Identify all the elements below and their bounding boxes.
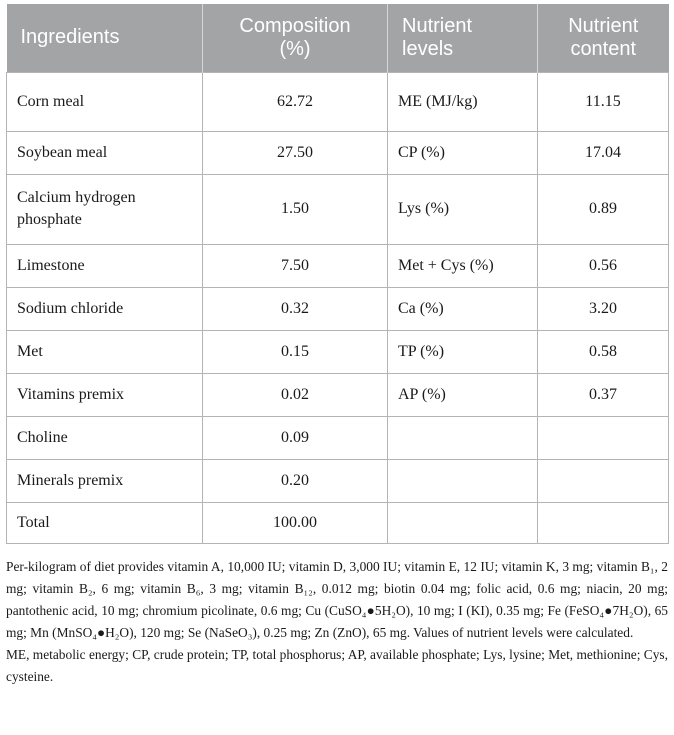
nutrient-content-cell: 0.58 <box>538 330 669 373</box>
table-row <box>7 416 669 459</box>
nutrient-cell: Ca (%) <box>388 287 538 330</box>
header-composition <box>203 4 388 72</box>
ingredient-cell: Vitamins premix <box>7 373 203 416</box>
nutrient-content-cell: 3.20 <box>538 287 669 330</box>
header-ingredients <box>7 4 203 72</box>
header-nutrient-content-line2: content <box>570 37 637 60</box>
nutrient-cell: Met + Cys (%) <box>388 244 538 287</box>
ingredient-cell: Total <box>7 502 203 543</box>
header-nutrient-levels <box>388 4 538 72</box>
header-nutrient-content-line1: Nutrient <box>568 14 639 37</box>
ingredient-cell: Choline <box>7 416 203 459</box>
table-body <box>7 72 669 543</box>
nutrient-content-cell <box>538 416 669 459</box>
composition-cell: 0.09 <box>203 416 388 459</box>
nutrient-content-cell <box>538 502 669 543</box>
ingredient-cell: Soybean meal <box>7 131 203 174</box>
diet-composition-table-container <box>6 4 668 688</box>
nutrient-cell <box>388 416 538 459</box>
ingredient-line2: phosphate <box>17 211 82 228</box>
table-row-total <box>7 502 669 543</box>
header-nutrient-levels-line1: Nutrient <box>402 14 473 37</box>
nutrient-content-cell: 11.15 <box>538 72 669 131</box>
diet-composition-table <box>6 4 669 544</box>
ingredient-cell: Corn meal <box>7 72 203 131</box>
header-nutrient-content <box>538 4 669 72</box>
table-row <box>7 244 669 287</box>
nutrient-cell <box>388 502 538 543</box>
composition-cell: 0.15 <box>203 330 388 373</box>
composition-cell: 100.00 <box>203 502 388 543</box>
table-header <box>7 4 669 72</box>
nutrient-cell: ME (MJ/kg) <box>388 72 538 131</box>
table-row <box>7 72 669 131</box>
header-row <box>7 4 669 72</box>
abbreviations-footnote: ME, metabolic energy; CP, crude protein; TP, total phosphorus; AP, available phosphate; Lys, lysine; Met, methionine; Cys, cysteine. <box>6 646 668 684</box>
composition-cell: 0.32 <box>203 287 388 330</box>
table-row <box>7 373 669 416</box>
composition-cell: 27.50 <box>203 131 388 174</box>
ingredient-cell: Met <box>7 330 203 373</box>
table-footnotes <box>6 556 668 688</box>
table-row <box>7 459 669 502</box>
composition-cell: 0.20 <box>203 459 388 502</box>
ingredient-cell: Minerals premix <box>7 459 203 502</box>
table-row <box>7 131 669 174</box>
nutrient-content-cell <box>538 459 669 502</box>
nutrient-cell <box>388 459 538 502</box>
nutrient-content-cell: 0.56 <box>538 244 669 287</box>
table-row <box>7 174 669 244</box>
header-ingredients-label: Ingredients <box>20 26 120 49</box>
nutrient-cell: AP (%) <box>388 373 538 416</box>
composition-cell: 0.02 <box>203 373 388 416</box>
composition-cell: 62.72 <box>203 72 388 131</box>
ingredient-cell <box>7 174 203 244</box>
composition-cell: 7.50 <box>203 244 388 287</box>
ingredient-cell: Limestone <box>7 244 203 287</box>
table-row <box>7 330 669 373</box>
ingredient-line1: Calcium hydrogen <box>17 189 136 206</box>
nutrient-cell: CP (%) <box>388 131 538 174</box>
ingredient-cell: Sodium chloride <box>7 287 203 330</box>
header-composition-line2: (%) <box>279 37 311 60</box>
nutrient-content-cell: 17.04 <box>538 131 669 174</box>
composition-cell: 1.50 <box>203 174 388 244</box>
nutrient-content-cell: 0.37 <box>538 373 669 416</box>
nutrient-content-cell: 0.89 <box>538 174 669 244</box>
premix-footnote: Per-kilogram of diet provides vitamin A, 10,000 IU; vitamin D, 3,000 IU; vitamin E, 12 IU; vitamin K, 3 mg; vitamin B₁, 2 mg; vitamin B₂, 6 mg; vitamin B₆, 3 mg; vitamin B₁₂, 0.012 mg; biotin 0.04 mg; folic acid, 0.6 mg; niacin, 20 mg; pantothenic acid, 10 mg; chromium picolinate, 0.6 mg; Cu (CuSO₄●5H₂O), 10 mg; I (KI), 0.35 mg; Fe (FeSO₄●7H₂O), 65 mg; Mn (MnSO₄●H₂O), 120 mg; Se (NaSeO₃), 0.25 mg; Zn (ZnO), 65 mg. Values of nutrient levels were calculated. <box>6 558 668 640</box>
header-nutrient-levels-line2: levels <box>402 37 454 60</box>
nutrient-cell: TP (%) <box>388 330 538 373</box>
header-composition-line1: Composition <box>239 14 351 37</box>
table-row <box>7 287 669 330</box>
nutrient-cell: Lys (%) <box>388 174 538 244</box>
